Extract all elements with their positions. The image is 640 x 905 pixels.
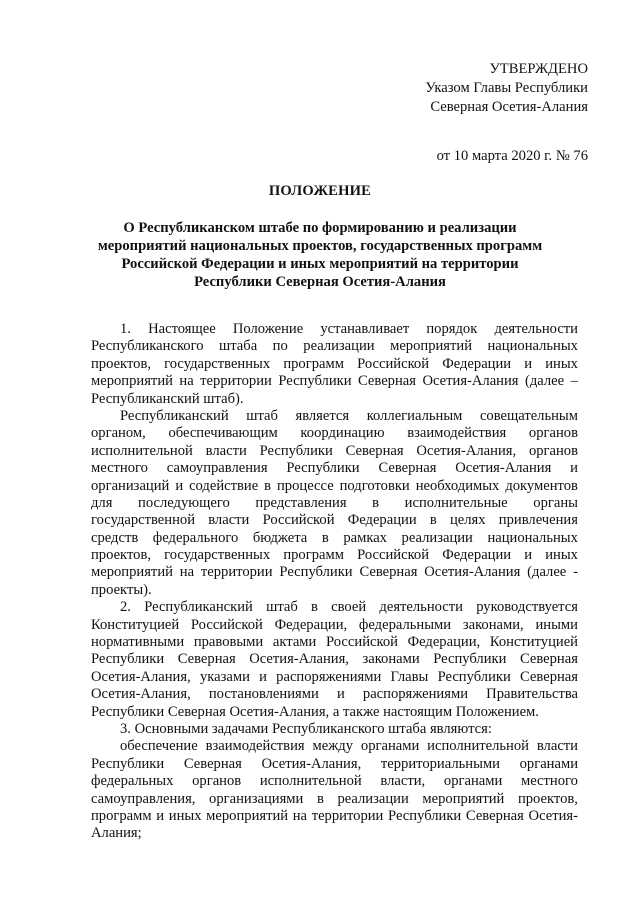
body-line: Республиканский штаб). [91, 390, 244, 407]
body-line: Республики Северная Осетия-Алания, а также настоящим Положением. [91, 703, 539, 720]
body-line: органом, обеспечивающим координацию взаимодействия органов [91, 425, 578, 442]
subtitle-line: О Республиканском штабе по формированию и реализации [123, 220, 517, 236]
approval-region-line: Северная Осетия-Алания [430, 99, 588, 115]
approval-decree-line: Указом Главы Республики [425, 80, 588, 96]
body-line: программ и иных мероприятий на территории Республики Северная Осетия- [91, 807, 578, 824]
body-line: мероприятий на территории Республики Северная Осетия-Алания (далее – [91, 373, 578, 390]
body-line: 1. Настоящее Положение устанавливает порядок деятельности [120, 321, 578, 337]
body-line: Осетия-Алания, постановлениями и распоряжениями Правительства [91, 686, 578, 703]
body-line: организаций и содействие в процессе подготовки необходимых документов [91, 477, 578, 494]
body-line: обеспечение взаимодействия между органами исполнительной власти [120, 738, 578, 755]
document-title: ПОЛОЖЕНИЕ [268, 183, 372, 199]
body-line: Осетия-Алания, указами и распоряжениями Главы Республики Северная [91, 668, 578, 685]
body-line: проектов, государственных программ Российской Федерации и иных [91, 547, 578, 564]
body-line: самоуправления, организациями в реализации мероприятий проектов, [91, 790, 578, 807]
subtitle-line: мероприятий национальных проектов, государственных программ [97, 238, 543, 254]
body-line: 3. Основными задачами Республиканского штаба являются: [120, 720, 492, 737]
body-line: Республики Северная Осетия-Алания, территориальными органами [91, 755, 578, 772]
body-line: местного самоуправления Республики Северная Осетия-Алания и [91, 460, 578, 477]
body-line: мероприятий на территории Республики Северная Осетия-Алания (далее - [91, 564, 578, 581]
body-line: проекты). [91, 581, 152, 598]
body-line: исполнительной власти Республики Северная Осетия-Алания, органов [91, 442, 578, 459]
body-line: Республики Северная Осетия-Алания, законами Республики Северная [91, 651, 578, 668]
document-body [91, 321, 578, 843]
approval-stamp: УТВЕРЖДЕНО [489, 61, 588, 77]
body-line: для последующего представления в исполнительные органы [91, 494, 578, 511]
body-line: Конституцией Российской Федерации, федеральными законами, иными [91, 616, 578, 633]
body-line: проектов, государственных программ Российской Федерации и иных [91, 355, 578, 372]
body-line: государственной власти Российской Федерации в целях привлечения [91, 512, 578, 529]
body-line: нормативными правовыми актами Российской Федерации, Конституцией [91, 634, 578, 651]
subtitle-line: Республики Северная Осетия-Алания [194, 274, 446, 290]
body-line: Алания; [91, 825, 142, 842]
approval-date: от 10 марта 2020 г. № 76 [436, 148, 588, 164]
approval-block [425, 60, 588, 166]
subtitle-line: Российской Федерации и иных мероприятий на территории [121, 256, 519, 272]
body-line: 2. Республиканский штаб в своей деятельности руководствуется [120, 599, 578, 616]
document-subtitle [60, 219, 580, 291]
body-line: средств федерального бюджета в рамках реализации национальных [91, 529, 578, 546]
body-line: Республиканский штаб является коллегиальным совещательным [120, 407, 578, 424]
body-line: Республиканского штаба по реализации мероприятий национальных [91, 338, 578, 355]
body-line: федеральных органов исполнительной власти, органами местного [91, 773, 578, 790]
